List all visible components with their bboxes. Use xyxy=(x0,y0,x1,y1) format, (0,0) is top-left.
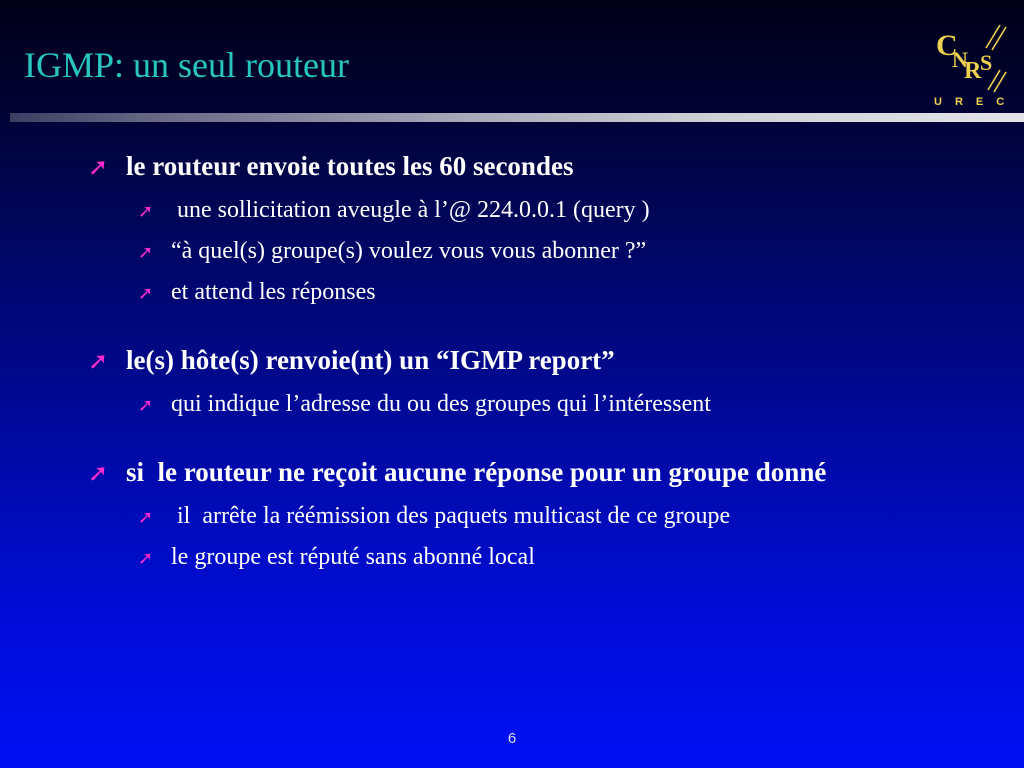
sub-bullet-item xyxy=(88,236,888,266)
sub-bullet-text: le groupe est réputé sans abonné local xyxy=(171,544,535,570)
page-number: 6 xyxy=(507,730,517,747)
title-divider xyxy=(10,113,1024,122)
logo-letter-s: S xyxy=(980,50,993,75)
bullet-item xyxy=(88,148,888,184)
sub-bullet-text: il arrête la réémission des paquets multicast de ce groupe xyxy=(171,503,731,529)
bullet-item xyxy=(88,454,856,490)
sub-bullet-item xyxy=(88,542,888,572)
arrow-up-right-icon: ➚ xyxy=(138,242,154,262)
sub-bullet-item xyxy=(88,195,888,225)
sub-bullet-text: “à quel(s) groupe(s) voulez vous vous abonner ?” xyxy=(171,238,647,264)
bullet-text: le routeur envoie toutes les 60 secondes xyxy=(126,151,574,181)
bullet-item xyxy=(88,342,888,378)
sub-bullet-item xyxy=(88,389,888,419)
spacer xyxy=(88,307,888,342)
arrow-up-right-icon: ➚ xyxy=(138,548,154,568)
sub-bullet-text: qui indique l’adresse du ou des groupes qui l’intéressent xyxy=(171,391,711,417)
arrow-up-right-icon: ➚ xyxy=(138,201,154,221)
arrow-up-right-icon: ➚ xyxy=(88,155,109,181)
bullet-text: le(s) hôte(s) renvoie(nt) un “IGMP report” xyxy=(126,345,615,375)
logo-subtitle: UREC xyxy=(934,96,1018,108)
arrow-up-right-icon: ➚ xyxy=(88,349,109,375)
bullet-text: si le routeur ne reçoit aucune réponse pour un groupe donné xyxy=(126,457,827,487)
logo-letter-c: C xyxy=(936,29,958,62)
arrow-up-right-icon: ➚ xyxy=(138,395,154,415)
slide-title: IGMP: un seul routeur xyxy=(24,45,349,85)
sub-bullet-item xyxy=(88,277,888,307)
arrow-up-right-icon: ➚ xyxy=(138,507,154,527)
arrow-up-right-icon: ➚ xyxy=(88,461,109,487)
sub-bullet-item xyxy=(88,501,888,531)
arrow-up-right-icon: ➚ xyxy=(138,283,154,303)
spacer xyxy=(88,419,888,454)
logo-letter-n: N xyxy=(952,47,968,72)
logo-letter-r: R xyxy=(964,58,982,84)
sub-bullet-text: et attend les réponses xyxy=(171,279,376,305)
bullet-list xyxy=(88,148,888,572)
sub-bullet-text: une sollicitation aveugle à l’@ 224.0.0.1 (query ) xyxy=(171,197,650,223)
